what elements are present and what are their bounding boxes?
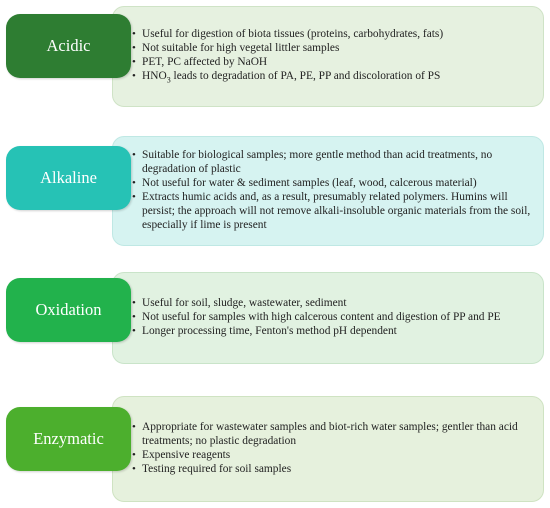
acidic-panel — [112, 6, 544, 107]
enzymatic-point: • Expensive reagents — [133, 449, 533, 463]
acidic-point: • PET, PC affected by NaOH — [133, 56, 443, 70]
oxidation-label: Oxidation — [6, 278, 131, 342]
enzymatic-point: • Appropriate for wastewater samples and biot-rich water samples; gentler than acid treatments; no plastic degradation — [133, 421, 533, 448]
enzymatic-points — [133, 421, 533, 477]
acidic-points — [133, 28, 443, 86]
acidic-point: • Useful for digestion of biota tissues (proteins, carbohydrates, fats) — [133, 28, 443, 42]
alkaline-label: Alkaline — [6, 146, 131, 210]
alkaline-point: • Suitable for biological samples; more gentle method than acid treatments, no degradation of plastic — [133, 149, 533, 176]
enzymatic-panel — [112, 396, 544, 502]
enzymatic-point: • Testing required for soil samples — [133, 463, 533, 477]
oxidation-points — [133, 297, 501, 340]
oxidation-point: • Longer processing time, Fenton's method pH dependent — [133, 325, 501, 339]
oxidation-panel — [112, 272, 544, 364]
acidic-point: • $HNO_3$ leads to degradation of PA, PE, PP and discoloration of PS — [133, 70, 443, 85]
oxidation-point: • Useful for soil, sludge, wastewater, sediment — [133, 297, 501, 311]
alkaline-point: • Extracts humic acids and, as a result, presumably related polymers. Humins will persist; the approach will not remove alkali-insoluble organic materials from the soil, especially if lime is present — [133, 191, 533, 232]
alkaline-point: • Not useful for water & sediment samples (leaf, wood, calcerous material) — [133, 177, 533, 191]
acidic-point: • Not suitable for high vegetal littler samples — [133, 42, 443, 56]
oxidation-point: • Not useful for samples with high calcerous content and digestion of PP and PE — [133, 311, 501, 325]
enzymatic-label: Enzymatic — [6, 407, 131, 471]
alkaline-points — [133, 149, 533, 233]
acidic-label: Acidic — [6, 14, 131, 78]
alkaline-panel — [112, 136, 544, 246]
